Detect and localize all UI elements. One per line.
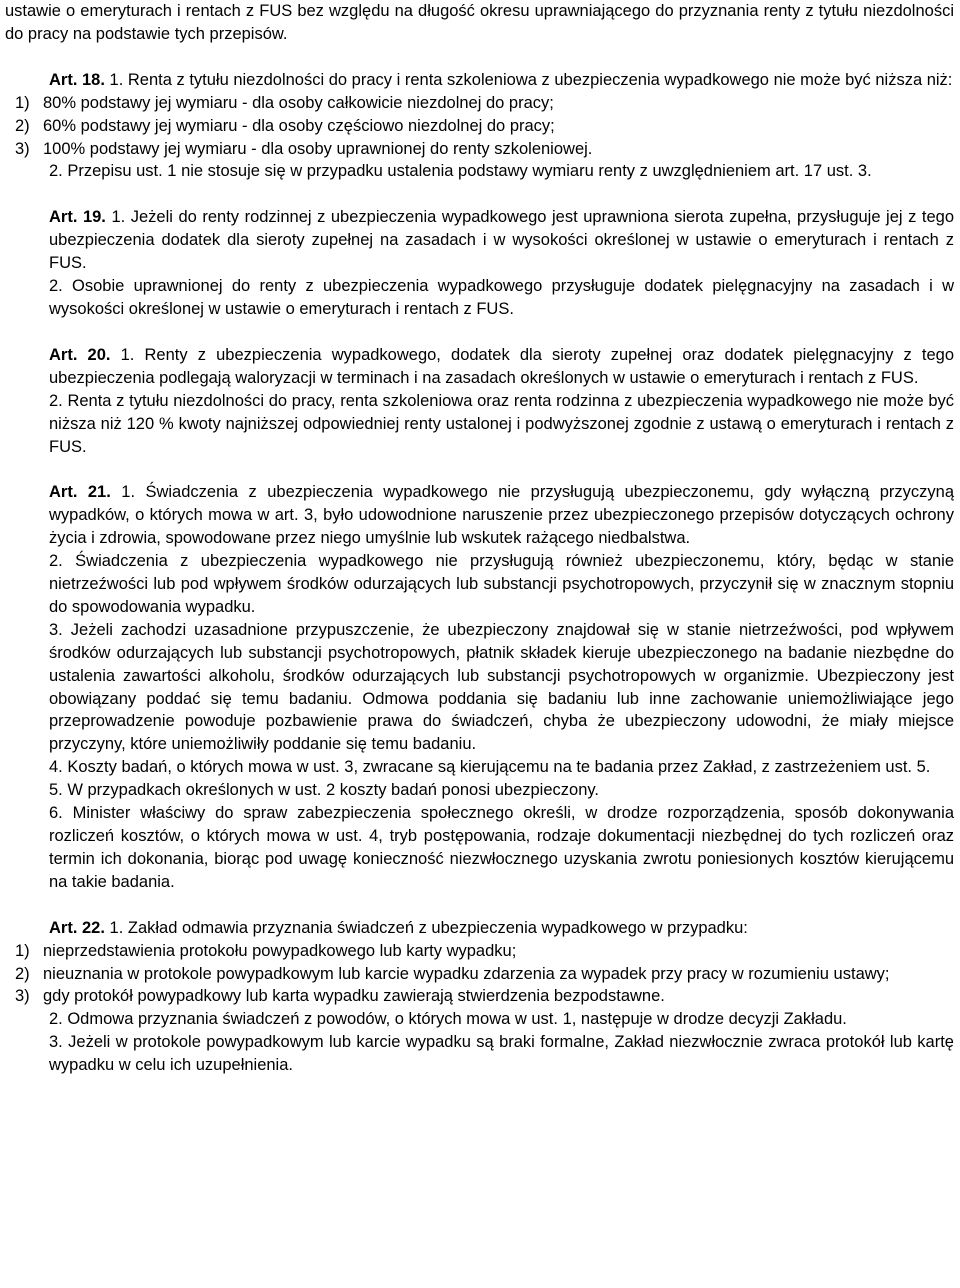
- art18-list-item-1: [5, 92, 954, 115]
- list-text: 60% podstawy jej wymiaru - dla osoby częściowo niezdolnej do pracy;: [43, 116, 555, 135]
- spacer: [5, 183, 954, 206]
- list-text: 80% podstawy jej wymiaru - dla osoby całkowicie niezdolnej do pracy;: [43, 93, 554, 112]
- list-number: 3): [15, 139, 30, 158]
- spacer: [5, 458, 954, 481]
- art22-list-item-3: [5, 985, 954, 1008]
- art19-text-1: 1. Jeżeli do renty rodzinnej z ubezpieczenia wypadkowego jest uprawniona sierota zupełna, przysługuje jej z tego ubezpieczenia dodatek dla sieroty zupełnej na zasadach i w wysokości określonej w ustawie o emeryturach i rentach z FUS.: [49, 208, 955, 273]
- art22-paragraph-1: [5, 917, 954, 940]
- art19-paragraph-2: 2. Osobie uprawnionej do renty z ubezpieczenia wypadkowego przysługuje dodatek pielęgnacyjny na zasadach i w wysokości określonej w ustawie o emeryturach i rentach z FUS.: [49, 277, 954, 318]
- art18-list-item-3: [5, 138, 954, 161]
- art19-label: Art. 19.: [49, 208, 106, 227]
- art21-paragraph-2: 2. Świadczenia z ubezpieczenia wypadkowego nie przysługują również ubezpieczonemu, który, będąc w stanie nietrzeźwości lub pod wpływem środków odurzających lub substancji psychotropowych, przyczynił się w znacznym stopniu do spowodowania wypadku.: [49, 552, 954, 616]
- art22-label: Art. 22.: [49, 918, 105, 937]
- art18-paragraph-2: 2. Przepisu ust. 1 nie stosuje się w przypadku ustalenia podstawy wymiaru renty z uwzględnieniem art. 17 ust. 3.: [49, 162, 872, 181]
- spacer: [5, 894, 954, 917]
- list-number: 1): [15, 941, 30, 960]
- intro-paragraph: ustawie o emeryturach i rentach z FUS bez względu na długość okresu uprawniającego do przyznania renty z tytułu niezdolności do pracy na podstawie tych przepisów.: [5, 2, 954, 43]
- art20-label: Art. 20.: [49, 345, 111, 364]
- list-text: gdy protokół powypadkowy lub karta wypadku zawierają stwierdzenia bezpodstawne.: [43, 987, 665, 1006]
- art20-text-1: 1. Renty z ubezpieczenia wypadkowego, dodatek dla sieroty zupełnej oraz dodatek pielęgnacyjny z tego ubezpieczenia podlegają waloryzacji w terminach i na zasadach określonych w ustawie o emeryturach i rentach z FUS.: [49, 345, 954, 387]
- list-text: 100% podstawy jej wymiaru - dla osoby uprawnionej do renty szkoleniowej.: [43, 139, 593, 158]
- spacer: [5, 321, 954, 344]
- list-text: nieprzedstawienia protokołu powypadkowego lub karty wypadku;: [43, 941, 517, 960]
- list-number: 2): [15, 964, 30, 983]
- art22-list-item-1: [5, 940, 954, 963]
- art18-text-1: 1. Renta z tytułu niezdolności do pracy i renta szkoleniowa z ubezpieczenia wypadkowego nie może być niższa niż:: [104, 70, 953, 89]
- list-number: 1): [15, 93, 30, 112]
- art20-paragraph-2: 2. Renta z tytułu niezdolności do pracy, renta szkoleniowa oraz renta rodzinna z ubezpieczenia wypadkowego nie może być niższa niż 120 % kwoty najniższej odpowiedniej renty ustalonej i podwyższonej zgodnie z ustawą o emeryturach i rentach z FUS.: [49, 391, 954, 456]
- art21-text-1: 1. Świadczenia z ubezpieczenia wypadkowego nie przysługują ubezpieczonemu, gdy wyłączną przyczyną wypadków, o których mowa w art. 3, było udowodnione naruszenie przez ubezpieczonego przepisów dotyczących ochrony życia i zdrowia, spowodowane przez niego umyślnie lub wskutek rażącego niedbalstwa.: [49, 483, 955, 548]
- art20-paragraph-1: [5, 344, 954, 390]
- art21-paragraph-6: 6. Minister właściwy do spraw zabezpieczenia społecznego określi, w drodze rozporządzenia, sposób dokonywania rozliczeń kosztów, o których mowa w ust. 4, tryb postępowania, rodzaje dokumentacji niezbędnej do tych rozliczeń oraz termin ich dokonania, biorąc pod uwagę konieczność niezwłocznego uzyskania zwrotu poniesionych kosztów kierującemu na takie badania.: [49, 804, 954, 891]
- art18-label: Art. 18.: [49, 70, 105, 89]
- list-text: nieuznania w protokole powypadkowym lub karcie wypadku zdarzenia za wypadek przy pracy w rozumieniu ustawy;: [43, 964, 890, 983]
- art22-text-1: 1. Zakład odmawia przyznania świadczeń z ubezpieczenia wypadkowego w przypadku:: [104, 918, 748, 937]
- list-number: 3): [15, 987, 30, 1006]
- art21-paragraph-3: 3. Jeżeli zachodzi uzasadnione przypuszczenie, że ubezpieczony znajdował się w stanie nietrzeźwości, pod wpływem środków odurzających lub substancji psychotropowych, płatnik składek kieruje ubezpieczonego na badanie niezbędne do ustalenia zawartości alkoholu, środków odurzających lub substancji psychotropowych w organizmie. Ubezpieczony jest obowiązany poddać się temu badaniu. Odmowa poddania się badaniu lub inne zachowanie uniemożliwiające jego przeprowadzenie powoduje pozbawienie prawa do świadczeń, chyba że ubezpieczony udowodni, że miały miejsce przyczyny, które uniemożliwiły poddanie się temu badaniu.: [49, 620, 954, 754]
- art21-paragraph-1: [5, 481, 954, 550]
- art21-label: Art. 21.: [49, 483, 111, 502]
- art18-paragraph-1: [5, 69, 954, 92]
- spacer: [5, 46, 954, 69]
- art22-paragraph-3: 3. Jeżeli w protokole powypadkowym lub karcie wypadku są braki formalne, Zakład niezwłocznie zwraca protokół lub kartę wypadku w celu ich uzupełnienia.: [49, 1033, 954, 1075]
- art19-paragraph-1: [5, 206, 954, 275]
- art21-paragraph-5: 5. W przypadkach określonych w ust. 2 koszty badań ponosi ubezpieczony.: [49, 781, 599, 800]
- art18-list-item-2: [5, 115, 954, 138]
- art21-paragraph-4: 4. Koszty badań, o których mowa w ust. 3, zwracane są kierującemu na te badania przez Zakład, z zastrzeżeniem ust. 5.: [49, 758, 931, 777]
- art22-list-item-2: [5, 963, 954, 986]
- art22-paragraph-2: 2. Odmowa przyznania świadczeń z powodów, o których mowa w ust. 1, następuje w drodze decyzji Zakładu.: [49, 1010, 847, 1029]
- list-number: 2): [15, 116, 30, 135]
